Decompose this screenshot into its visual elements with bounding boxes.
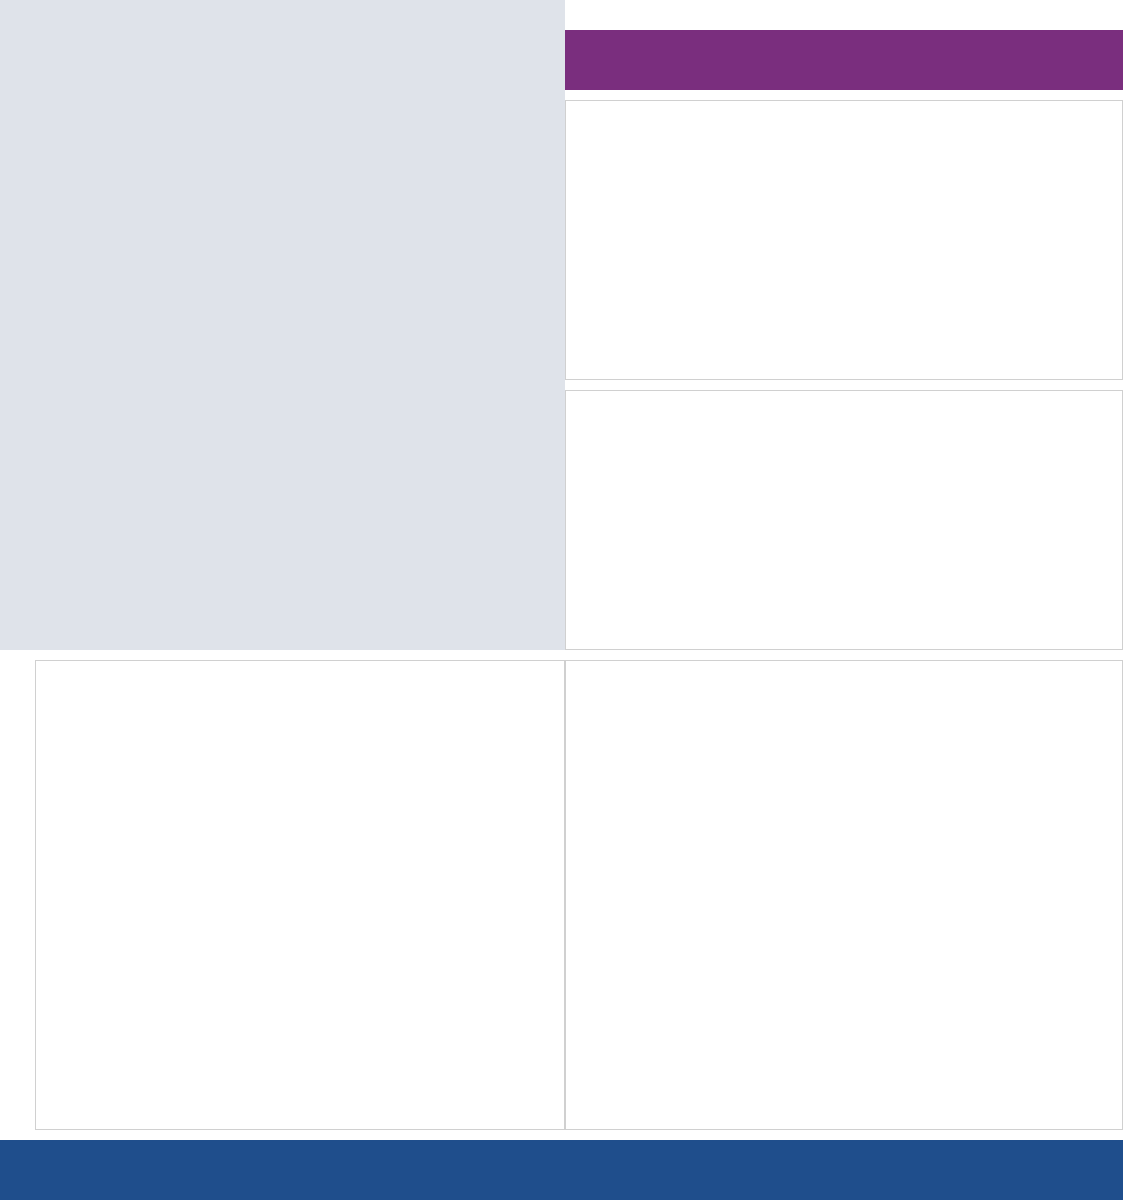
protector-panel <box>565 660 1123 1130</box>
footer-bar <box>0 1140 1123 1200</box>
mattress-panel <box>35 660 565 1130</box>
section-banner <box>565 30 1123 90</box>
bedding-photo <box>0 0 565 650</box>
product-panel-mid <box>565 390 1123 650</box>
product-panel-top <box>565 100 1123 380</box>
